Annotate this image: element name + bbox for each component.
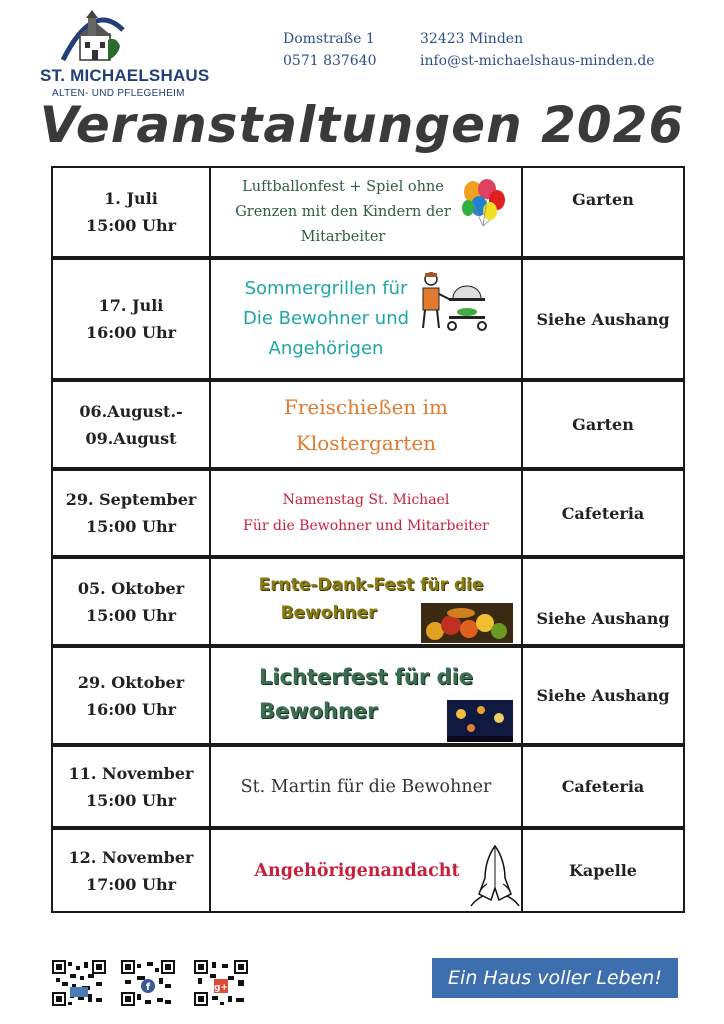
- event-place: Siehe Aushang: [536, 686, 670, 705]
- table-row: [51, 258, 685, 380]
- svg-text:g+: g+: [214, 983, 228, 993]
- praying-hands-icon: [469, 844, 521, 908]
- date-cell: [53, 260, 211, 378]
- slogan-banner: Ein Haus voller Leben!: [432, 958, 678, 998]
- date-cell: [53, 747, 211, 826]
- qr-code-facebook-icon[interactable]: [121, 960, 175, 1006]
- date-cell: [53, 168, 211, 256]
- event-place: Siehe Aushang: [536, 309, 670, 329]
- event-date: 12. November: [68, 847, 194, 867]
- event-time: 15:00 Uhr: [85, 605, 177, 625]
- qr-code-google-icon[interactable]: [194, 960, 248, 1006]
- event-title: Lichterfest für die Bewohner: [258, 665, 474, 723]
- place-cell: [523, 260, 683, 378]
- event-title: Freischießen im Klostergarten: [283, 394, 449, 455]
- city-address: 32423 Minden: [420, 31, 524, 47]
- event-title: Ernte-Dank-Fest für die Bewohner: [258, 575, 484, 623]
- event-place: Garten: [572, 415, 634, 434]
- event-time: 15:00 Uhr: [85, 216, 177, 235]
- event-cell: [211, 471, 523, 555]
- event-date: 06.August.-: [79, 401, 183, 421]
- event-date: 11. November: [68, 763, 194, 783]
- logo: [30, 10, 230, 100]
- qr-code-website-icon[interactable]: [52, 960, 106, 1006]
- event-date: 29. September: [65, 490, 197, 509]
- event-time: 16:00 Uhr: [85, 699, 177, 719]
- contact-left: [283, 28, 377, 72]
- event-date: 05. Oktober: [77, 578, 185, 598]
- event-date: 29. Oktober: [77, 672, 185, 692]
- place-cell: [523, 830, 683, 911]
- event-cell: [211, 168, 523, 256]
- table-row: [51, 828, 685, 913]
- date-cell: [53, 471, 211, 555]
- event-place: Garten: [572, 190, 634, 209]
- place-cell: [523, 648, 683, 743]
- table-row: [51, 469, 685, 557]
- event-place: Siehe Aushang: [536, 609, 670, 628]
- table-row: [51, 646, 685, 745]
- waiter-cart-icon: [419, 272, 489, 332]
- date-cell: [53, 559, 211, 644]
- church-building-icon: [58, 10, 128, 68]
- event-date: 17. Juli: [98, 296, 164, 315]
- table-row: [51, 380, 685, 469]
- event-place: Cafeteria: [561, 503, 645, 523]
- event-time: 15:00 Uhr: [85, 790, 177, 810]
- event-cell: [211, 747, 523, 826]
- logo-name: ST. MICHAELSHAUS: [40, 66, 210, 85]
- event-place: Cafeteria: [561, 777, 645, 796]
- street-address: Domstraße 1: [283, 31, 375, 47]
- page-title: Veranstaltungen 2026: [39, 96, 685, 154]
- contact-right: [420, 28, 655, 72]
- table-row: [51, 557, 685, 646]
- event-date: 1. Juli: [104, 189, 158, 208]
- date-cell: [53, 382, 211, 467]
- place-cell: [523, 559, 683, 644]
- table-row: [51, 166, 685, 258]
- balloons-icon: [459, 178, 507, 228]
- date-cell: [53, 648, 211, 743]
- event-place: Kapelle: [569, 861, 637, 880]
- event-title: Luftballonfest + Spiel ohne Grenzen mit den Kindern der Mitarbeiter: [235, 178, 451, 245]
- place-cell: [523, 471, 683, 555]
- event-cell: [211, 559, 523, 644]
- table-row: [51, 745, 685, 828]
- event-title: Sommergrillen für Die Bewohner und Angehörigen: [242, 278, 410, 359]
- place-cell: [523, 168, 683, 256]
- event-title: Angehörigenandacht: [254, 860, 460, 881]
- phone-number: 0571 837640: [283, 53, 377, 69]
- event-title: St. Martin für die Bewohner: [240, 776, 492, 797]
- event-cell: [211, 830, 523, 911]
- event-time: 09.August: [85, 428, 177, 448]
- event-cell: [211, 382, 523, 467]
- place-cell: [523, 747, 683, 826]
- event-time: 17:00 Uhr: [85, 874, 177, 894]
- event-time: 16:00 Uhr: [85, 323, 177, 342]
- logo-subtitle: ALTEN- UND PFLEGEHEIM: [52, 88, 185, 99]
- event-cell: [211, 648, 523, 743]
- event-time: 15:00 Uhr: [85, 517, 177, 536]
- date-cell: [53, 830, 211, 911]
- svg-text:f: f: [145, 982, 151, 993]
- email-address[interactable]: info@st-michaelshaus-minden.de: [420, 53, 655, 69]
- event-cell: [211, 260, 523, 378]
- event-title: Namenstag St. Michael Für die Bewohner und Mitarbeiter: [243, 492, 489, 534]
- place-cell: [523, 382, 683, 467]
